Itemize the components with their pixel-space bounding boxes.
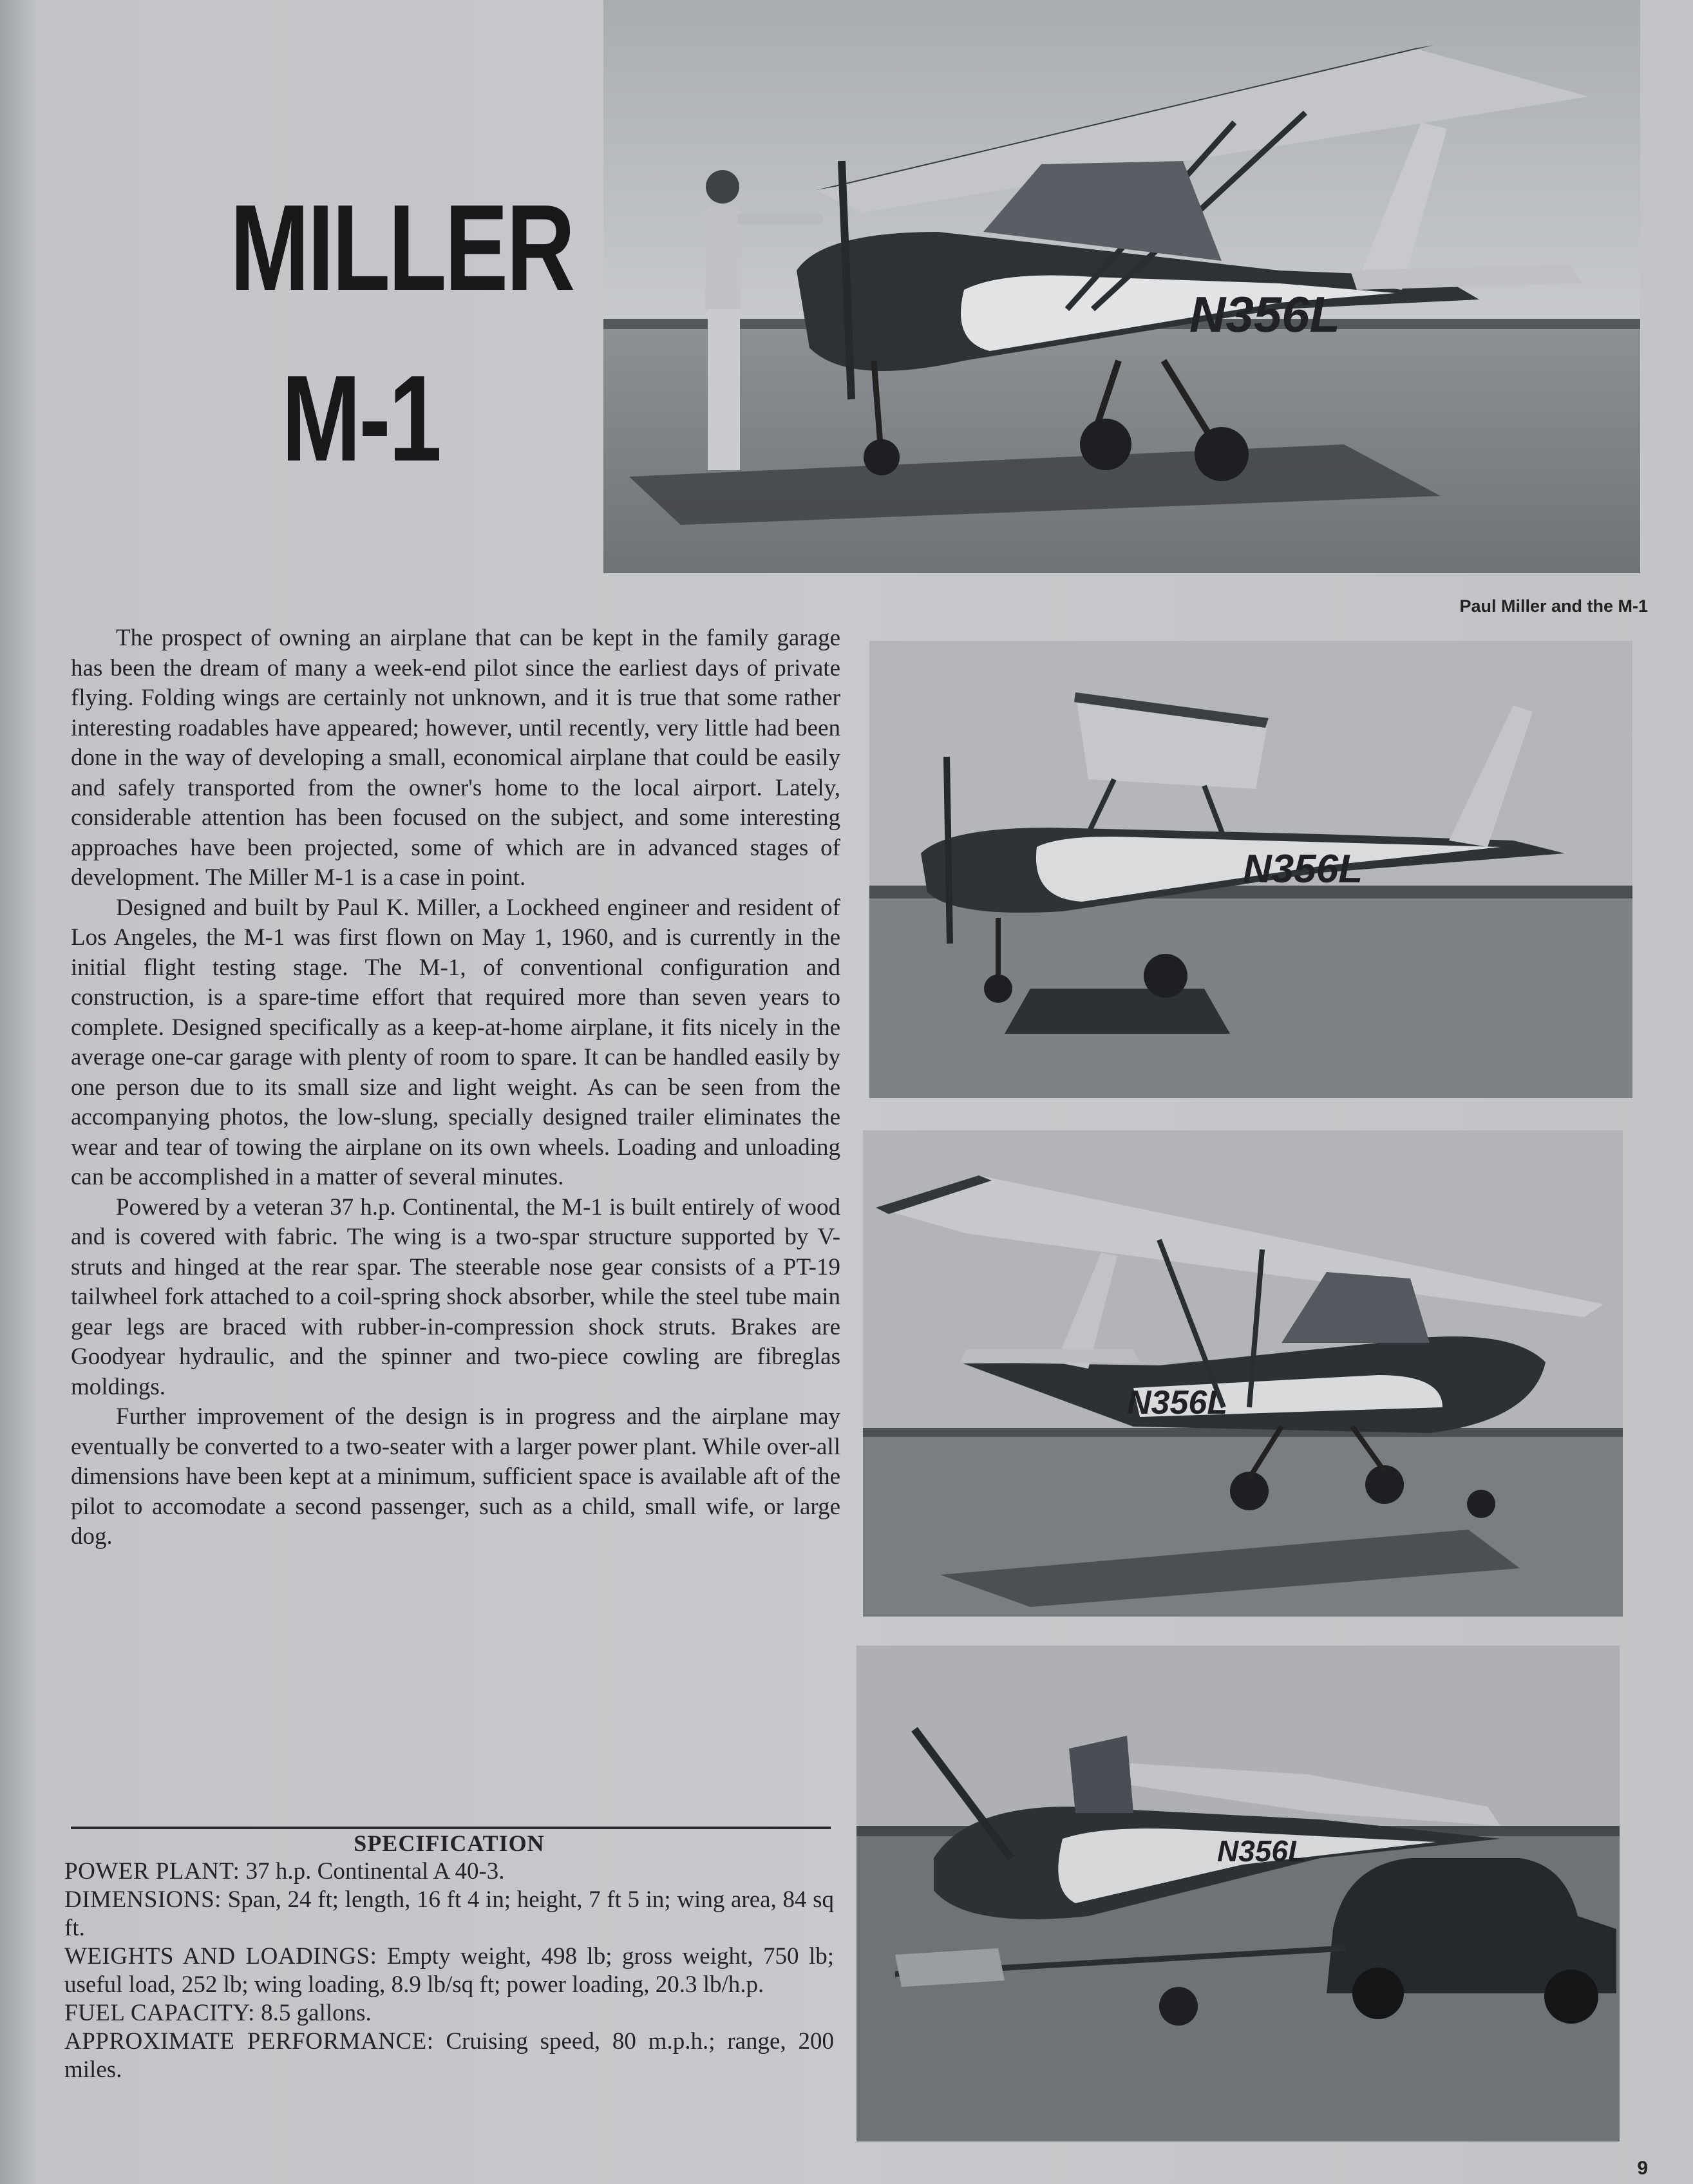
- photo-4-image: [856, 1646, 1620, 2141]
- photo-three-quarter-view: [863, 1130, 1623, 1617]
- spec-item: [64, 1857, 834, 1886]
- spec-item: [64, 1886, 834, 1942]
- spec-value: Empty weight, 498 lb; gross weight, 750 lb; useful load, 252 lb; wing loading, 8.9 lb/sq ft; power loading, 20.3 lb/h.p.: [64, 1943, 835, 1998]
- title-line-2: M-1: [281, 350, 440, 487]
- article-body: [71, 623, 840, 1552]
- photo-4-registration: N356L: [1217, 1834, 1307, 1868]
- spec-value: Span, 24 ft; length, 16 ft 4 in; height, 7 ft 5 in; wing area, 84 sq ft.: [64, 1886, 834, 1941]
- specification-block: [64, 1829, 834, 2084]
- spec-label: DIMENSIONS:: [64, 1886, 222, 1913]
- article-title: [230, 180, 574, 487]
- photo-miller-with-aircraft: [603, 0, 1640, 573]
- spec-item: [64, 1999, 834, 2027]
- photo-3-image: [863, 1130, 1623, 1617]
- spec-item: [64, 1942, 834, 1999]
- spec-value: 8.5 gallons.: [261, 2000, 372, 2026]
- spec-label: FUEL CAPACITY:: [64, 2000, 255, 2026]
- article-paragraph: Powered by a veteran 37 h.p. Continental, the M-1 is built entirely of wood and is covered with fabric. The wing is a two-spar structure supported by V-struts and hinged at the rear spar. The steerable nose gear consists of a PT-19 tailwheel fork attached to a coil-spring shock absorber, while the steel tube main gear legs are braced with rubber-in-compression shock struts. Brakes are Goodyear hydraulic, and the spinner and two-piece cowling are fibreglas moldings.: [71, 1193, 840, 1400]
- spec-item: [64, 2027, 834, 2084]
- photo-1-registration: N356L: [1189, 286, 1341, 343]
- photo-folded-wing-side-view: [869, 641, 1632, 1098]
- photo-2-registration: N356L: [1243, 847, 1363, 891]
- spec-heading: SPECIFICATION: [354, 1830, 545, 1856]
- photo-1-caption: Paul Miller and the M-1: [1459, 596, 1648, 616]
- spec-value: Cruising speed, 80 m.p.h.; range, 200 miles.: [64, 2028, 834, 2083]
- spec-value: 37 h.p. Continental A 40-3.: [245, 1858, 505, 1885]
- article-paragraph: The prospect of owning an airplane that can be kept in the family garage has been the dream of many a week-end pilot since the earliest days of private flying. Folding wings are certainly not unknown, and it is true that some rather interesting roadables have appeared; however, until recently, very little had been done in the way of developing a small, economical airplane that could be easily and safely transported from the owner's home to the local airport. Lately, considerable attention has been focused on the subject, and some interesting approaches have been projected, some of which are in advanced stages of development. The Miller M-1 is a case in point.: [71, 625, 840, 891]
- photo-3-registration: N356L: [1127, 1384, 1228, 1421]
- page-number: 9: [1637, 2158, 1648, 2179]
- title-line-1: MILLER: [230, 180, 574, 316]
- article-paragraph: Designed and built by Paul K. Miller, a Lockheed engineer and resident of Los Angeles, the M-1 was first flown on May 1, 1960, and is currently in the initial flight testing stage. The M-1, of conventional configuration and construction, is a spare-time effort that required more than seven years to complete. Designed specifically as a keep-at-home airplane, it fits nicely in the average one-car garage with plenty of room to spare. It can be handled easily by one person due to its small size and light weight. As can be seen from the accompanying photos, the low-slung, specially designed trailer eliminates the wear and tear of towing the airplane on its own wheels. Loading and unloading can be accomplished in a matter of several minutes.: [71, 894, 840, 1190]
- spec-label: POWER PLANT:: [64, 1858, 240, 1885]
- photo-2-image: [869, 641, 1632, 1098]
- photo-1-image: [603, 0, 1640, 573]
- spec-label: APPROXIMATE PERFORMANCE:: [64, 2028, 434, 2055]
- photo-trailer-behind-car: [856, 1646, 1620, 2141]
- spec-label: WEIGHTS AND LOADINGS:: [64, 1943, 377, 1970]
- article-paragraph: Further improvement of the design is in progress and the airplane may eventually be converted to a two-seater with a larger power plant. While over-all dimensions have been kept at a minimum, sufficient space is available aft of the pilot to accomodate a second passenger, such as a child, small wife, or large dog.: [71, 1403, 840, 1550]
